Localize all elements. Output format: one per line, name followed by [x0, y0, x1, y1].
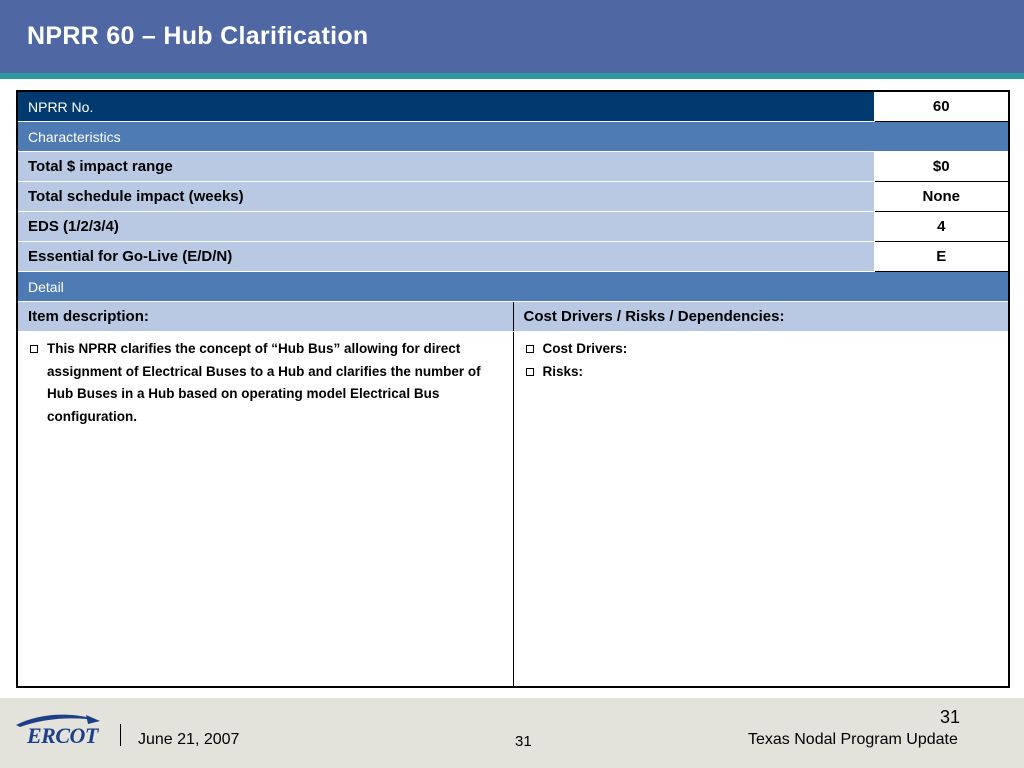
nprr-no-label: NPRR No. — [17, 91, 874, 122]
nprr-no-value: 60 — [874, 91, 1009, 122]
row-value: E — [874, 242, 1009, 272]
item-description-cell — [17, 332, 513, 688]
footer-date: June 21, 2007 — [138, 731, 240, 748]
detail-column-headers — [17, 302, 1009, 332]
slide-title: NPRR 60 – Hub Clarification — [27, 22, 369, 50]
checkbox-bullet-icon — [526, 345, 534, 353]
list-item — [524, 361, 997, 384]
item-description-header: Item description: — [17, 302, 513, 332]
cost-drivers-cell — [513, 332, 1009, 688]
table-row-nprr-no — [17, 91, 1009, 122]
row-value: $0 — [874, 152, 1009, 182]
footer-page-number: 31 — [515, 733, 532, 750]
risks-text: Risks: — [542, 363, 584, 379]
slide-number: 31 — [940, 707, 961, 727]
table-row — [17, 212, 1009, 242]
row-label: Total schedule impact (weeks) — [17, 182, 874, 212]
checkbox-bullet-icon — [526, 368, 534, 376]
nprr-table — [16, 90, 1010, 688]
detail-label: Detail — [17, 272, 1009, 302]
list-item — [28, 338, 501, 428]
row-label: Total $ impact range — [17, 152, 874, 182]
table-row — [17, 182, 1009, 212]
list-item — [524, 338, 997, 361]
footer-program-name: Texas Nodal Program Update — [748, 731, 958, 748]
cost-drivers-header: Cost Drivers / Risks / Dependencies: — [513, 302, 1009, 332]
detail-content-row — [17, 332, 1009, 688]
title-underline-stripe — [0, 73, 1024, 79]
ercot-logo-text: ERCOT — [27, 723, 98, 748]
table-row — [17, 152, 1009, 182]
row-value: 4 — [874, 212, 1009, 242]
section-row-detail — [17, 272, 1009, 302]
table-row — [17, 242, 1009, 272]
checkbox-bullet-icon — [30, 345, 38, 353]
item-description-text: This NPRR clarifies the concept of “Hub Bus” allowing for direct assignment of Electrical Buses to a Hub and clarifies the number of Hub Buses in a Hub based on operating model Electrical Bus configuration. — [47, 341, 481, 424]
section-row-characteristics — [17, 122, 1009, 152]
row-label: EDS (1/2/3/4) — [17, 212, 874, 242]
characteristics-label: Characteristics — [17, 122, 1009, 152]
cost-drivers-text: Cost Drivers: — [542, 341, 628, 356]
footer-separator — [120, 724, 121, 746]
row-value: None — [874, 182, 1009, 212]
row-label: Essential for Go-Live (E/D/N) — [17, 242, 874, 272]
